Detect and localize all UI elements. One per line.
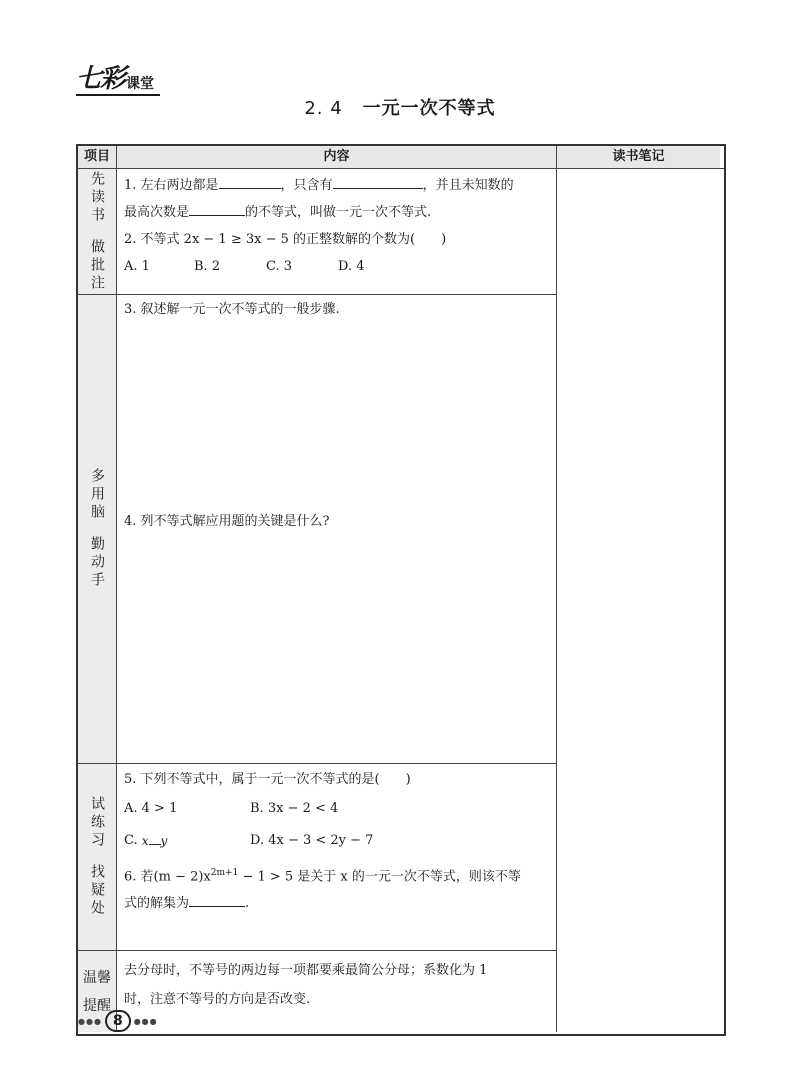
option-c: C. 3: [266, 259, 293, 274]
question-1-line-2: 最高次数是 的不等式，叫做一元一次不等式.: [124, 199, 548, 226]
label-tip-line-1: 温馨: [83, 969, 111, 986]
question-4: 4. 列不等式解应用题的关键是什么?: [124, 514, 330, 529]
question-5: 5. 下列不等式中，属于一元一次不等式的是( ): [124, 772, 411, 787]
label-tip-line-2: 提醒: [83, 997, 111, 1014]
header-item: 项目: [78, 146, 116, 168]
col-divider-2: [556, 146, 557, 1032]
row-divider-header: [76, 168, 724, 169]
section-number: 2. 4: [304, 98, 343, 119]
section-read-content: [116, 172, 556, 280]
question-6-line-2: 式的解集为 .: [124, 890, 548, 917]
row-divider-1: [76, 294, 556, 295]
section-practice-content: [116, 766, 556, 917]
label-read-top: 先读书: [89, 170, 105, 225]
q6-exponent: 2m+1: [210, 868, 239, 878]
row-divider-2: [76, 763, 556, 764]
label-read-bottom: 做批注: [89, 238, 105, 293]
question-5-options-row-2: [124, 826, 548, 856]
label-think-bottom: 勤动手: [89, 536, 105, 590]
question-6-line-1: 6. 若$(m - 2)x^{2m+1} - 1 > 5$ 是关于 x 的一元一次不等式，则该不等: [124, 868, 521, 885]
brand-logo: [76, 66, 154, 92]
page-title: [0, 94, 800, 120]
blank-2[interactable]: [333, 172, 423, 189]
dots-right-icon: ●●●: [133, 1016, 158, 1026]
header-content: 内容: [117, 146, 556, 168]
option-b: B. 2: [194, 259, 221, 274]
label-think-top: 多用脑: [89, 468, 105, 522]
row-divider-3: [76, 950, 556, 951]
page-number-value: 8: [105, 1010, 131, 1032]
tip-line-1: 去分母时，不等号的两边每一项都要乘最简公分母；系数化为 1: [124, 963, 488, 978]
question-2: 2. 不等式 2x − 1 ≥ 3x − 5 的正整数解的个数为( ): [124, 232, 447, 247]
q5-option-c: C. x y: [124, 833, 168, 848]
label-practice-top: 试练习: [89, 796, 105, 850]
section-label-think: [78, 295, 116, 763]
q5-option-c-fraction: x y: [141, 833, 168, 848]
section-label-read: [78, 169, 116, 294]
option-a: A. 1: [124, 259, 150, 274]
question-1-line-1: 1. 左右两边都是 ，只含有 ，并且未知数的: [124, 172, 548, 199]
question-3: 3. 叙述解一元一次不等式的一般步骤.: [124, 302, 340, 317]
blank-4[interactable]: [189, 890, 245, 907]
question-2-options: [124, 253, 548, 280]
dots-left-icon: ●●●: [78, 1016, 102, 1026]
q5-option-d: D. 4x − 3 < 2y − 7: [250, 833, 374, 848]
page-number: [78, 1010, 158, 1032]
section-label-practice: [78, 764, 116, 950]
label-practice-bottom: 找疑处: [89, 864, 105, 918]
blank-1[interactable]: [219, 172, 281, 189]
header-notes: 读书笔记: [557, 146, 720, 168]
brand-main-text: 七彩: [76, 64, 125, 94]
question-5-options-row-1: [124, 795, 548, 822]
blank-3[interactable]: [189, 199, 245, 216]
tip-line-2: 时，注意不等号的方向是否改变.: [124, 992, 311, 1007]
q5-option-b: B. 3x − 2 < 4: [250, 801, 339, 816]
brand-sub-text: 课堂: [126, 76, 155, 92]
option-d: D. 4: [338, 259, 365, 274]
section-tip-content: [116, 956, 556, 1014]
section-title: 一元一次不等式: [362, 98, 496, 119]
q5-option-a: A. 4 > 1: [124, 801, 178, 816]
